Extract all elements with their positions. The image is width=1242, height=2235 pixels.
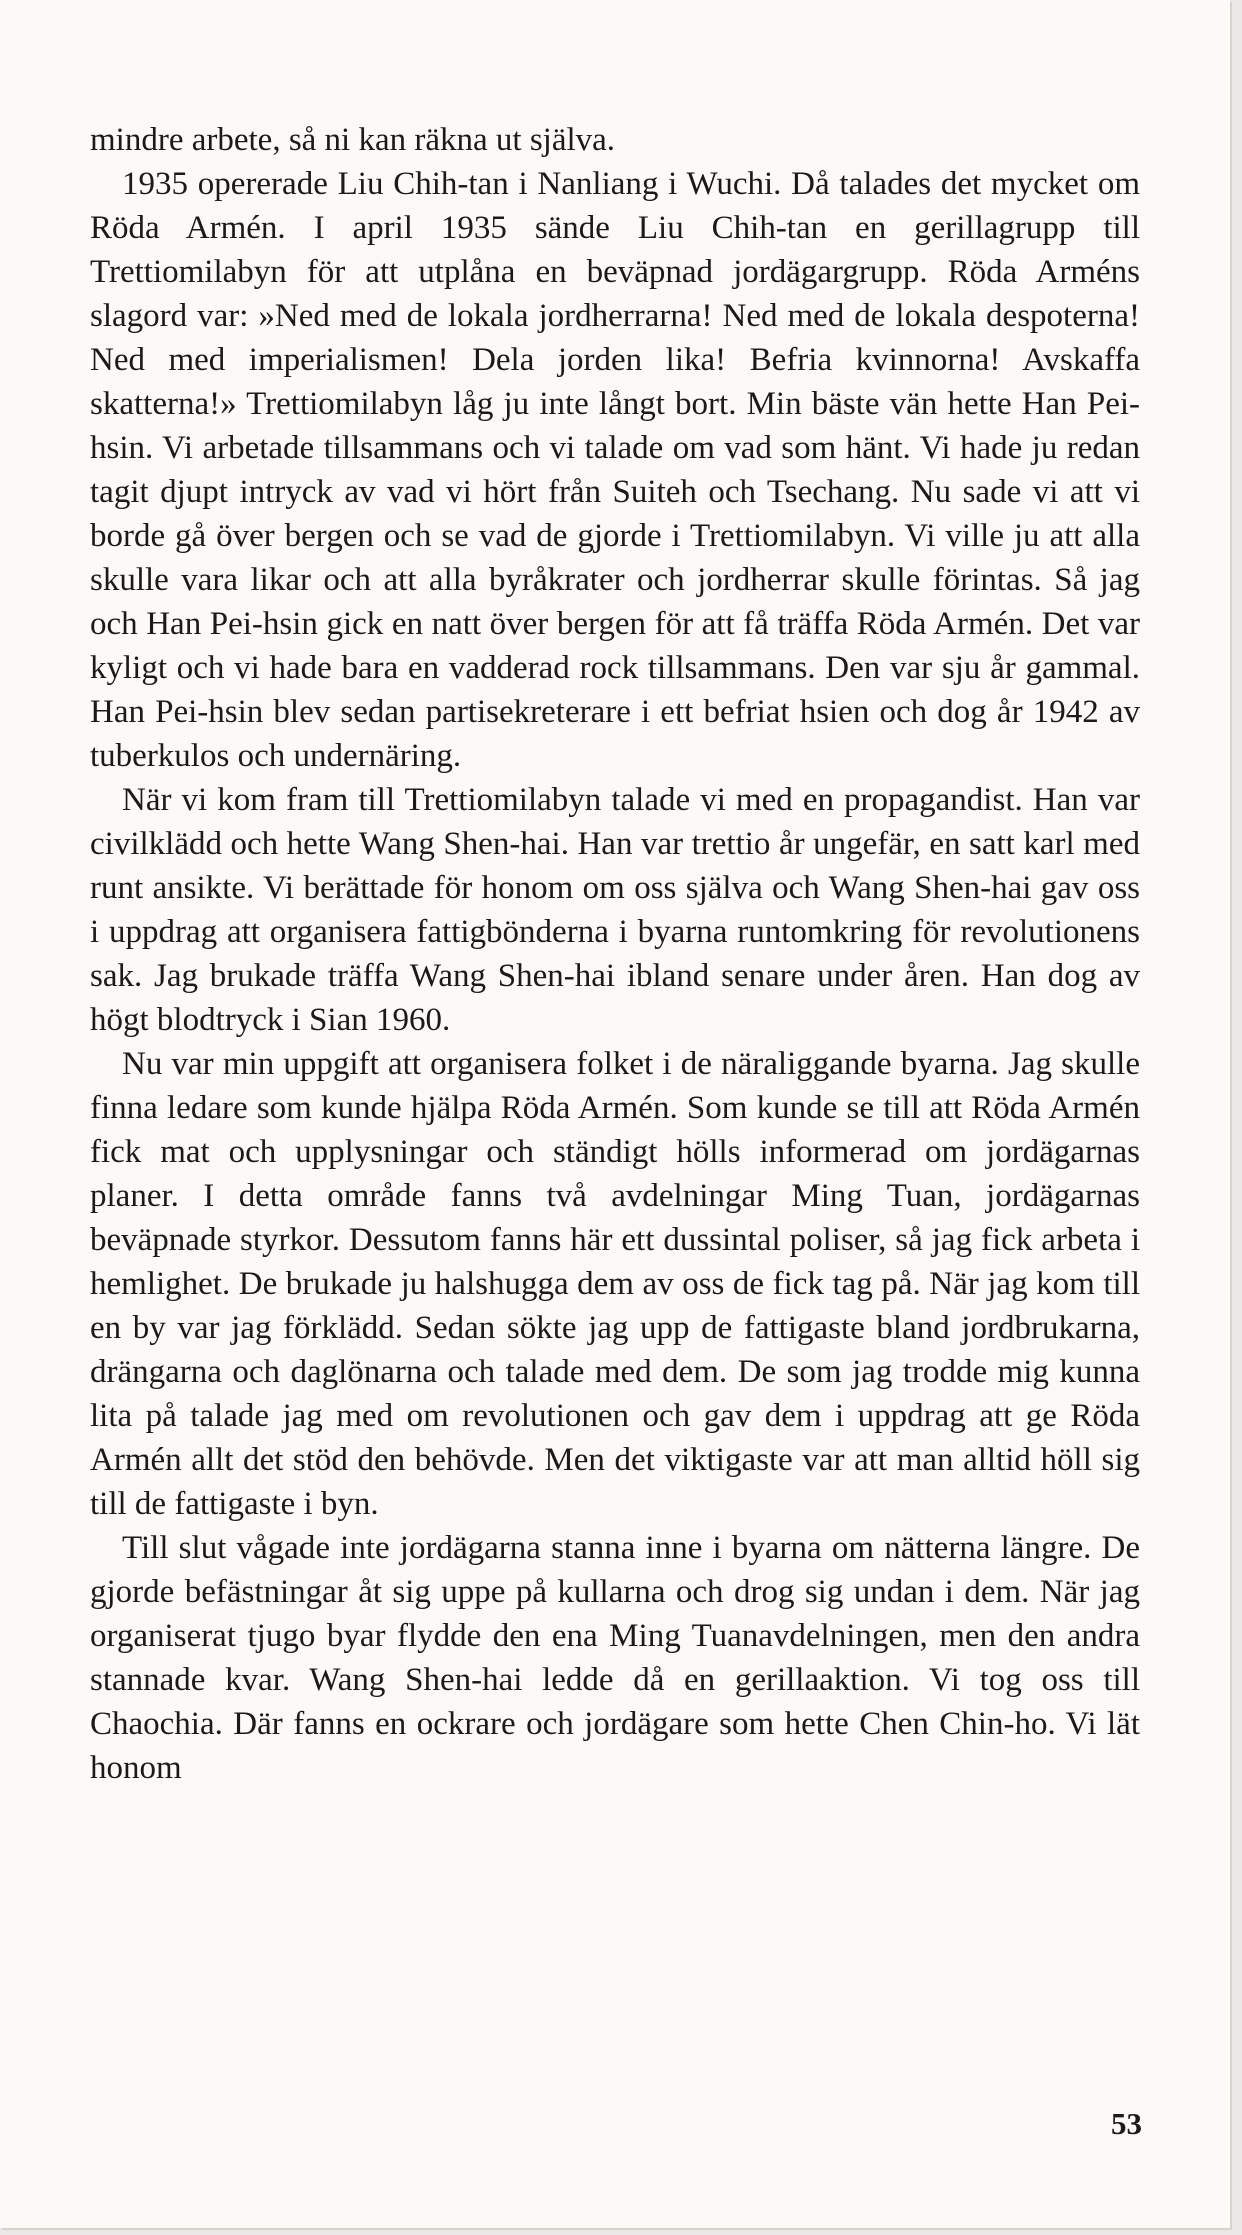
paragraph: 1935 opererade Liu Chih-tan i Nanliang i Wuchi. Då talades det mycket om Röda Armén. I april 1935 sände Liu Chih-tan en gerillagrupp till Trettiomilabyn för att utplåna en beväpnad jordägargrupp. Röda Arméns slagord var: »Ned med de lokala jordherrarna! Ned med de lokala despoterna! Ned med imperialismen! Dela jorden lika! Befria kvinnorna! Avskaffa skatterna!» Trettiomilabyn låg ju inte långt bort. Min bäste vän hette Han Pei-hsin. Vi arbetade tillsammans och vi talade om vad som hänt. Vi hade ju redan tagit djupt intryck av vad vi hört från Suiteh och Tsechang. Nu sade vi att vi borde gå över bergen och se vad de gjorde i Trettiomilabyn. Vi ville ju att alla skulle vara likar och att alla byråkrater och jordherrar skulle förintas. Så jag och Han Pei-hsin gick en natt över bergen för att få träffa Röda Armén. Det var kyligt och vi hade bara en vadderad rock tillsammans. Den var sju år gammal. Han Pei-hsin blev sedan partisekreterare i ett befriat hsien och dog år 1942 av tuberkulos och undernäring. [90, 166, 1140, 774]
paragraph: Nu var min uppgift att organisera folket i de näraliggande byarna. Jag skulle finna ledare som kunde hjälpa Röda Armén. Som kunde se till att Röda Armén fick mat och upplysningar och ständigt hölls informerad om jordägarnas planer. I detta område fanns två avdelningar Ming Tuan, jordägarnas beväpnade styrkor. Dessutom fanns här ett dussintal poliser, så jag fick arbeta i hemlighet. De brukade ju halshugga dem av oss de fick tag på. När jag kom till en by var jag förklädd. Sedan sökte jag upp de fattigaste bland jordbrukarna, drängarna och daglönarna och talade med dem. De som jag trodde mig kunna lita på talade jag med om revolutionen och gav dem i uppdrag att ge Röda Armén allt det stöd den behövde. Men det viktigaste var att man alltid höll sig till de fattigaste i byn. [90, 1046, 1140, 1522]
paragraph: När vi kom fram till Trettiomilabyn talade vi med en propagandist. Han var civilklädd och hette Wang Shen-hai. Han var trettio år ungefär, en satt karl med runt ansikte. Vi berättade för honom om oss själva och Wang Shen-hai gav oss i uppdrag att organisera fattigbönderna i byarna runtomkring för revolutionens sak. Jag brukade träffa Wang Shen-hai ibland senare under åren. Han dog av högt blodtryck i Sian 1960. [90, 782, 1140, 1038]
body-text [90, 118, 1140, 1790]
paragraph-continuation: mindre arbete, så ni kan räkna ut själva. [90, 122, 616, 158]
page-number: 53 [1111, 2106, 1142, 2141]
paragraph: Till slut vågade inte jordägarna stanna inne i byarna om nätterna längre. De gjorde befästningar åt sig uppe på kullarna och drog sig undan i dem. När jag organiserat tjugo byar flydde den ena Ming Tuanavdelningen, men den andra stannade kvar. Wang Shen-hai ledde då en gerillaaktion. Vi tog oss till Chaochia. Där fanns en ockrare och jordägare som hette Chen Chin-ho. Vi lät honom [90, 1530, 1140, 1786]
